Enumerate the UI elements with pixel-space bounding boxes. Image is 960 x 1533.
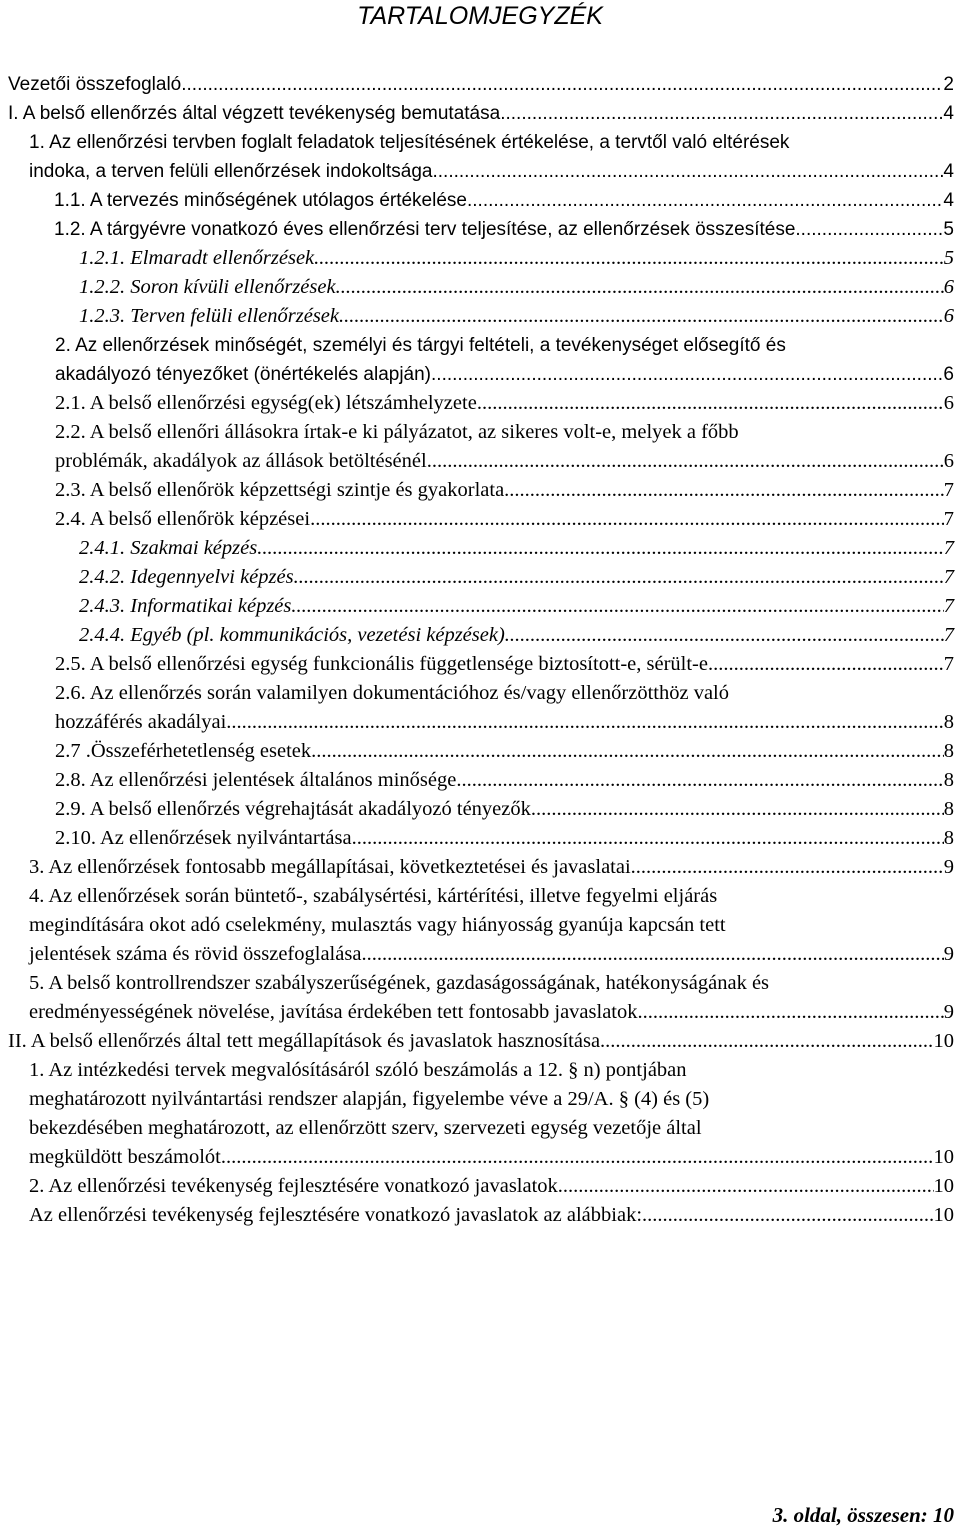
- toc-entry-text: 1.2. A tárgyévre vonatkozó éves ellenőrzési terv teljesítése, az ellenőrzések összesítése: [54, 219, 796, 240]
- toc-entry-text: 2.8. Az ellenőrzési jelentések általános minősége: [55, 769, 457, 791]
- toc-entry-text: meghatározott nyilvántartási rendszer alapján, figyelembe véve a 29/A. § (4) és (5): [29, 1088, 710, 1110]
- toc-entry[interactable]: [0, 99, 954, 128]
- toc-page-number: 2: [943, 74, 954, 95]
- toc-entry-text: I. A belső ellenőrzés által végzett tevékenység bemutatása: [8, 103, 501, 124]
- toc-entry-text: 2.4.4. Egyéb (pl. kommunikációs, vezetési képzések): [79, 624, 505, 646]
- dot-leader: [631, 853, 944, 882]
- toc-page-number: 10: [933, 1146, 954, 1168]
- toc-page-number: 4: [943, 161, 954, 182]
- toc-entry-text: 2.4.3. Informatikai képzés: [79, 595, 292, 617]
- toc-entry-text: 2.9. A belső ellenőrzés végrehajtását akadályozó tényezők: [55, 798, 531, 820]
- toc-entry-text: problémák, akadályok az állások betöltésénél: [55, 450, 427, 472]
- dot-leader: [531, 795, 944, 824]
- dot-leader: [291, 592, 943, 621]
- toc-page-number: 7: [943, 566, 954, 588]
- toc-entry[interactable]: [0, 824, 954, 853]
- toc-entry[interactable]: [0, 1172, 954, 1201]
- toc-entry-text: 2.4.1. Szakmai képzés: [79, 537, 258, 559]
- toc-page-number: 6: [943, 305, 954, 327]
- toc-entry-text: 4. Az ellenőrzések során büntető-, szabálysértési, kártérítési, illetve fegyelmi eljárás: [29, 885, 718, 907]
- toc-entry[interactable]: [0, 128, 954, 186]
- toc-page-number: 6: [943, 276, 954, 298]
- dot-leader: [361, 940, 943, 969]
- toc-entry[interactable]: [0, 476, 954, 505]
- toc-entry-text: 2.2. A belső ellenőri állásokra írtak-e ki pályázatot, az sikeres volt-e, melyek a főbb: [55, 421, 739, 443]
- toc-entry-text: Vezetői összefoglaló: [8, 74, 182, 95]
- page-title: TARTALOMJEGYZÉK: [357, 2, 603, 30]
- toc-entry-text: 2.7 .Összeférhetetlenség esetek: [55, 740, 312, 762]
- toc-page-number: 5: [943, 247, 954, 269]
- toc-entry[interactable]: [0, 1201, 954, 1230]
- toc-page-number: 8: [943, 711, 954, 733]
- toc-entry[interactable]: [0, 331, 954, 389]
- toc-entry-text: Az ellenőrzési tevékenység fejlesztésére vonatkozó javaslatok az alábbiak:: [29, 1204, 643, 1226]
- dot-leader: [352, 824, 944, 853]
- toc-page-number: 8: [943, 769, 954, 791]
- toc-entry[interactable]: [0, 534, 954, 563]
- toc-page-number: 8: [943, 798, 954, 820]
- toc-entry-text: 2.5. A belső ellenőrzési egység funkcionális függetlensége biztosított-e, sérült-e: [55, 653, 708, 675]
- toc-page-number: 7: [943, 537, 954, 559]
- toc-entry-text: 1.2.2. Soron kívüli ellenőrzések: [79, 276, 336, 298]
- toc-entry-text: 3. Az ellenőrzések fontosabb megállapításai, következtetései és javaslatai: [29, 856, 631, 878]
- dot-leader: [181, 70, 943, 99]
- dot-leader: [432, 157, 943, 186]
- toc-entry-text: 2.3. A belső ellenőrök képzettségi szintje és gyakorlata: [55, 479, 505, 501]
- toc-entry[interactable]: [0, 853, 954, 882]
- toc-entry[interactable]: [0, 795, 954, 824]
- dot-leader: [558, 1172, 934, 1201]
- toc-entry[interactable]: [0, 1027, 954, 1056]
- toc-entry[interactable]: [0, 244, 954, 273]
- toc-page-number: 9: [943, 943, 954, 965]
- toc-entry-text: eredményességének növelése, javítása érdekében tett fontosabb javaslatok: [29, 1001, 638, 1023]
- toc-entry[interactable]: [0, 418, 954, 476]
- toc-entry[interactable]: [0, 186, 954, 215]
- toc-entry-text: jelentések száma és rövid összefoglalása: [29, 943, 362, 965]
- toc-page-number: 8: [943, 827, 954, 849]
- toc-entry[interactable]: [0, 70, 954, 99]
- toc-page-number: 6: [943, 364, 954, 385]
- toc-entry-text: 1.2.3. Terven felüli ellenőrzések: [79, 305, 339, 327]
- toc-page-number: 4: [943, 190, 954, 211]
- toc-entry[interactable]: [0, 592, 954, 621]
- toc-entry[interactable]: [0, 737, 954, 766]
- dot-leader: [505, 621, 944, 650]
- dot-leader: [336, 273, 944, 302]
- dot-leader: [311, 737, 944, 766]
- toc-entry-text: 1. Az ellenőrzési tervben foglalt feladatok teljesítésének értékelése, a tervtől való eltérések: [29, 132, 790, 153]
- toc-entry[interactable]: [0, 679, 954, 737]
- toc-entry-text: 1. Az intézkedési tervek megvalósításáról szóló beszámolás a 12. § n) pontjában: [29, 1059, 687, 1081]
- dot-leader: [467, 186, 943, 215]
- dot-leader: [427, 447, 944, 476]
- dot-leader: [314, 244, 944, 273]
- toc-entry[interactable]: [0, 882, 954, 969]
- toc-page-number: 7: [943, 479, 954, 501]
- toc-page-number: 9: [943, 1001, 954, 1023]
- dot-leader: [477, 389, 944, 418]
- toc-entry[interactable]: [0, 273, 954, 302]
- toc-page-number: 9: [943, 856, 954, 878]
- toc-entry-text: 1.2.1. Elmaradt ellenőrzések: [79, 247, 315, 269]
- dot-leader: [257, 534, 944, 563]
- dot-leader: [600, 1027, 933, 1056]
- dot-leader: [642, 1201, 933, 1230]
- toc-entry-text: indoka, a terven felüli ellenőrzések indokoltsága: [29, 161, 433, 182]
- toc-page-number: 6: [943, 392, 954, 414]
- dot-leader: [310, 505, 944, 534]
- dot-leader: [294, 563, 944, 592]
- toc-page-number: 8: [943, 740, 954, 762]
- dot-leader: [456, 766, 943, 795]
- toc-entry-text: 2.10. Az ellenőrzések nyilvántartása: [55, 827, 352, 849]
- toc-entry-text: 2.1. A belső ellenőrzési egység(ek) létszámhelyzete: [55, 392, 477, 414]
- toc-entry[interactable]: [0, 215, 954, 244]
- toc-page-number: 5: [943, 219, 954, 240]
- toc-entry-text: megküldött beszámolót: [29, 1146, 221, 1168]
- toc-page-number: 10: [933, 1175, 954, 1197]
- toc-page-number: 10: [933, 1204, 954, 1226]
- toc-entry[interactable]: [0, 389, 954, 418]
- toc-entry-text: 2.4. A belső ellenőrök képzései: [55, 508, 311, 530]
- toc-entry[interactable]: [0, 766, 954, 795]
- dot-leader: [221, 1143, 934, 1172]
- toc-entry[interactable]: [0, 1056, 954, 1172]
- toc-entry[interactable]: [0, 505, 954, 534]
- toc-entry-text: 1.1. A tervezés minőségének utólagos értékelése: [54, 190, 467, 211]
- toc-entry-text: akadályozó tényezőket (önértékelés alapján): [55, 364, 432, 385]
- toc-page-number: 7: [943, 508, 954, 530]
- dot-leader: [500, 99, 943, 128]
- dot-leader: [431, 360, 943, 389]
- toc-entry-text: 2.4.2. Idegennyelvi képzés: [79, 566, 294, 588]
- toc-entry[interactable]: [0, 563, 954, 592]
- toc-entry[interactable]: [0, 969, 954, 1027]
- page-footer: 3. oldal, összesen: 10: [772, 1503, 954, 1527]
- toc-page-number: 7: [943, 624, 954, 646]
- toc-entry-text: II. A belső ellenőrzés által tett megállapítások és javaslatok hasznosítása: [8, 1030, 601, 1052]
- toc-entry-text: bekezdésében meghatározott, az ellenőrzött szerv, szervezeti egység vezetője által: [29, 1117, 702, 1139]
- toc-entry[interactable]: [0, 650, 954, 679]
- dot-leader: [339, 302, 944, 331]
- toc-entry-text: hozzáférés akadályai: [55, 711, 227, 733]
- toc-entry-text: 2.6. Az ellenőrzés során valamilyen dokumentációhoz és/vagy ellenőrzötthöz való: [55, 682, 729, 704]
- toc-page-number: 6: [943, 450, 954, 472]
- toc-page-number: 10: [933, 1030, 954, 1052]
- toc-page-number: 4: [943, 103, 954, 124]
- dot-leader: [638, 998, 944, 1027]
- toc-entry-text: megindítására okot adó cselekmény, mulasztás vagy hiányosság gyanúja kapcsán tett: [29, 914, 726, 936]
- toc-entry-text: 2. Az ellenőrzések minőségét, személyi és tárgyi feltételi, a tevékenységet elősegítő és: [55, 335, 786, 356]
- dot-leader: [504, 476, 944, 505]
- toc-entry-text: 2. Az ellenőrzési tevékenység fejlesztésére vonatkozó javaslatok: [29, 1175, 558, 1197]
- toc-page-number: 7: [943, 653, 954, 675]
- dot-leader: [226, 708, 943, 737]
- toc-page-number: 7: [943, 595, 954, 617]
- toc-entry[interactable]: [0, 302, 954, 331]
- toc-entry[interactable]: [0, 621, 954, 650]
- toc-entry-text: 5. A belső kontrollrendszer szabályszerűségének, gazdaságosságának, hatékonyságának és: [29, 972, 770, 994]
- dot-leader: [708, 650, 944, 679]
- dot-leader: [795, 215, 943, 244]
